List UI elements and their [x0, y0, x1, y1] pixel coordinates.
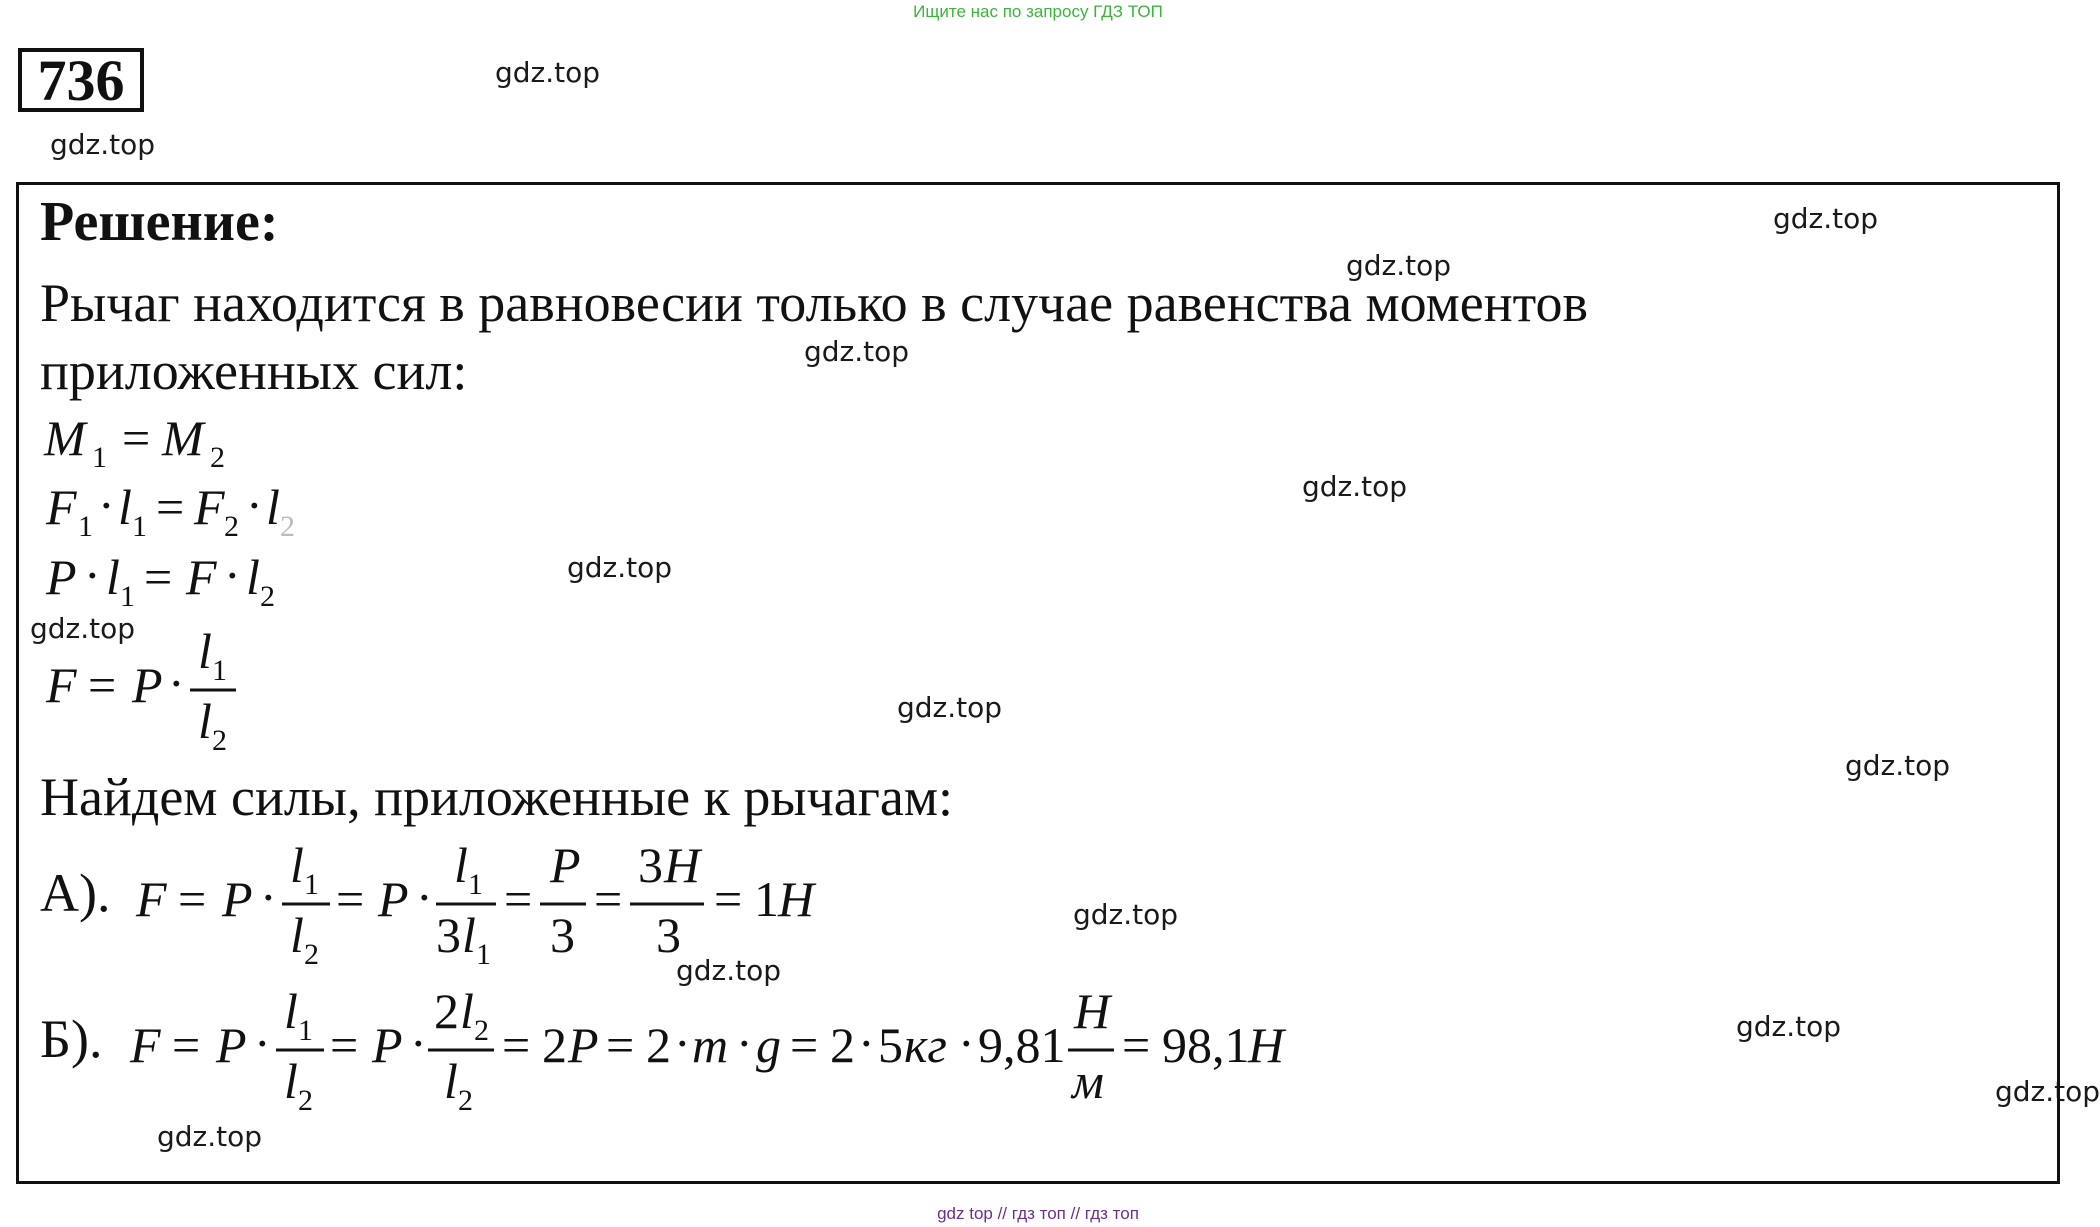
svg-text:2: 2 — [212, 724, 227, 757]
svg-text:=: = — [122, 410, 151, 466]
svg-text:2: 2 — [474, 1014, 489, 1047]
svg-text:1: 1 — [304, 868, 319, 901]
svg-text:F: F — [46, 657, 77, 713]
svg-text:1: 1 — [92, 441, 107, 474]
svg-text:g: g — [756, 1017, 781, 1073]
svg-text:l: l — [198, 693, 212, 749]
svg-text:l: l — [106, 549, 120, 605]
svg-text:H: H — [664, 837, 701, 893]
svg-text:F: F — [46, 479, 77, 535]
part-b-label: Б). — [40, 1009, 103, 1069]
svg-text:=: = — [88, 657, 117, 713]
equation-part-a — [130, 836, 830, 976]
svg-text:F: F — [130, 1017, 161, 1073]
svg-text:l: l — [290, 837, 304, 893]
svg-text:3: 3 — [550, 907, 575, 963]
problem-number: 736 — [18, 48, 144, 112]
text-line-1: Рычаг находится в равновесии только в случае равенства моментов — [40, 273, 1589, 333]
svg-text:=: = — [1122, 1017, 1151, 1073]
svg-text:=: = — [156, 479, 185, 535]
svg-text:2: 2 — [224, 510, 239, 543]
svg-text:3: 3 — [436, 907, 461, 963]
svg-text:2: 2 — [542, 1017, 567, 1073]
watermark: gdz.top — [1845, 749, 1951, 782]
svg-text:=: = — [144, 549, 173, 605]
watermark: gdz.top — [157, 1120, 263, 1153]
svg-text:=: = — [504, 871, 533, 927]
svg-text:=: = — [502, 1017, 531, 1073]
svg-text:l: l — [444, 1053, 458, 1109]
svg-text:l: l — [284, 1053, 298, 1109]
svg-text:98,1: 98,1 — [1162, 1017, 1250, 1073]
svg-text:P: P — [46, 549, 77, 605]
svg-text:·: · — [84, 547, 101, 603]
svg-text:F: F — [186, 549, 217, 605]
svg-text:3: 3 — [638, 837, 663, 893]
svg-text:2: 2 — [210, 441, 225, 474]
svg-text:=: = — [336, 871, 365, 927]
svg-text:2: 2 — [298, 1084, 313, 1117]
svg-text:l: l — [462, 907, 476, 963]
svg-text:9,81: 9,81 — [978, 1017, 1066, 1073]
svg-text:·: · — [98, 477, 115, 533]
svg-text:P: P — [378, 871, 409, 927]
svg-text:1: 1 — [212, 654, 227, 687]
svg-text:·: · — [254, 1015, 271, 1071]
svg-text:·: · — [736, 1015, 753, 1071]
svg-text:·: · — [958, 1015, 975, 1071]
watermark: gdz.top — [1346, 249, 1452, 282]
watermark: gdz.top — [1073, 898, 1179, 931]
svg-text:=: = — [172, 1017, 201, 1073]
equation-part-b — [124, 982, 1304, 1122]
svg-text:l: l — [454, 837, 468, 893]
equation-force-formula — [40, 620, 300, 760]
svg-text:1: 1 — [132, 510, 147, 543]
svg-text:m: m — [692, 1017, 729, 1073]
watermark: gdz.top — [804, 335, 910, 368]
svg-text:·: · — [674, 1015, 691, 1071]
svg-text:5: 5 — [878, 1017, 903, 1073]
svg-text:=: = — [606, 1017, 635, 1073]
watermark: gdz.top — [676, 954, 782, 987]
svg-text:·: · — [246, 477, 263, 533]
find-forces-text: Найдем силы, приложенные к рычагам: — [40, 767, 954, 827]
svg-text:=: = — [178, 871, 207, 927]
svg-text:P: P — [550, 837, 581, 893]
svg-text:м: м — [1072, 1053, 1104, 1109]
svg-text:·: · — [260, 869, 277, 925]
svg-text:F: F — [194, 479, 225, 535]
svg-text:P: P — [132, 657, 163, 713]
svg-text:l: l — [198, 623, 212, 679]
watermark: gdz.top — [495, 56, 601, 89]
watermark: gdz.top — [897, 691, 1003, 724]
svg-text:P: P — [216, 1017, 247, 1073]
svg-text:P: P — [222, 871, 253, 927]
svg-text:·: · — [410, 1015, 427, 1071]
svg-text:2: 2 — [260, 580, 275, 613]
watermark: gdz.top — [1773, 202, 1879, 235]
svg-text:l: l — [290, 907, 304, 963]
svg-text:·: · — [224, 547, 241, 603]
watermark: gdz.top — [1995, 1075, 2100, 1108]
svg-text:P: P — [372, 1017, 403, 1073]
svg-text:2: 2 — [280, 510, 295, 543]
svg-text:кг: кг — [904, 1017, 947, 1073]
svg-text:H: H — [1074, 983, 1111, 1039]
svg-text:l: l — [246, 549, 260, 605]
svg-text:·: · — [858, 1015, 875, 1071]
part-a-label: А). — [40, 863, 111, 923]
equation-moments — [40, 405, 300, 475]
svg-text:2: 2 — [646, 1017, 671, 1073]
svg-text:=: = — [330, 1017, 359, 1073]
top-banner[interactable]: Ищите нас по запросу ГДЗ ТОП — [913, 2, 1163, 21]
svg-text:l: l — [460, 983, 474, 1039]
svg-text:=: = — [714, 871, 743, 927]
svg-text:1: 1 — [468, 868, 483, 901]
svg-text:·: · — [168, 655, 185, 711]
equation-force-lengths — [40, 476, 360, 546]
svg-text:l: l — [118, 479, 132, 535]
svg-text:·: · — [416, 869, 433, 925]
svg-text:1: 1 — [476, 938, 491, 971]
svg-text:1: 1 — [78, 510, 93, 543]
svg-text:l: l — [284, 983, 298, 1039]
svg-text:2: 2 — [434, 983, 459, 1039]
svg-text:P: P — [568, 1017, 599, 1073]
svg-text:F: F — [136, 871, 167, 927]
svg-text:1: 1 — [298, 1014, 313, 1047]
watermark: gdz.top — [567, 551, 673, 584]
svg-text:H: H — [1248, 1017, 1285, 1073]
watermark: gdz.top — [1736, 1010, 1842, 1043]
svg-text:M: M — [44, 410, 86, 466]
svg-text:M: M — [162, 410, 204, 466]
watermark: gdz.top — [30, 612, 136, 645]
svg-text:2: 2 — [304, 938, 319, 971]
svg-text:2: 2 — [830, 1017, 855, 1073]
svg-text:1: 1 — [120, 580, 135, 613]
svg-text:3: 3 — [656, 907, 681, 963]
svg-text:2: 2 — [458, 1084, 473, 1117]
text-line-2: приложенных сил: — [40, 341, 468, 401]
watermark: gdz.top — [50, 128, 156, 161]
watermark: gdz.top — [1302, 470, 1408, 503]
svg-text:=: = — [790, 1017, 819, 1073]
equation-weight-balance — [40, 546, 340, 616]
svg-text:l: l — [266, 479, 280, 535]
svg-text:H: H — [778, 871, 815, 927]
footer-links[interactable]: gdz top // гдз топ // гдз топ — [937, 1204, 1139, 1223]
solution-heading: Решение: — [40, 191, 279, 253]
svg-text:1: 1 — [754, 871, 779, 927]
svg-text:=: = — [594, 871, 623, 927]
